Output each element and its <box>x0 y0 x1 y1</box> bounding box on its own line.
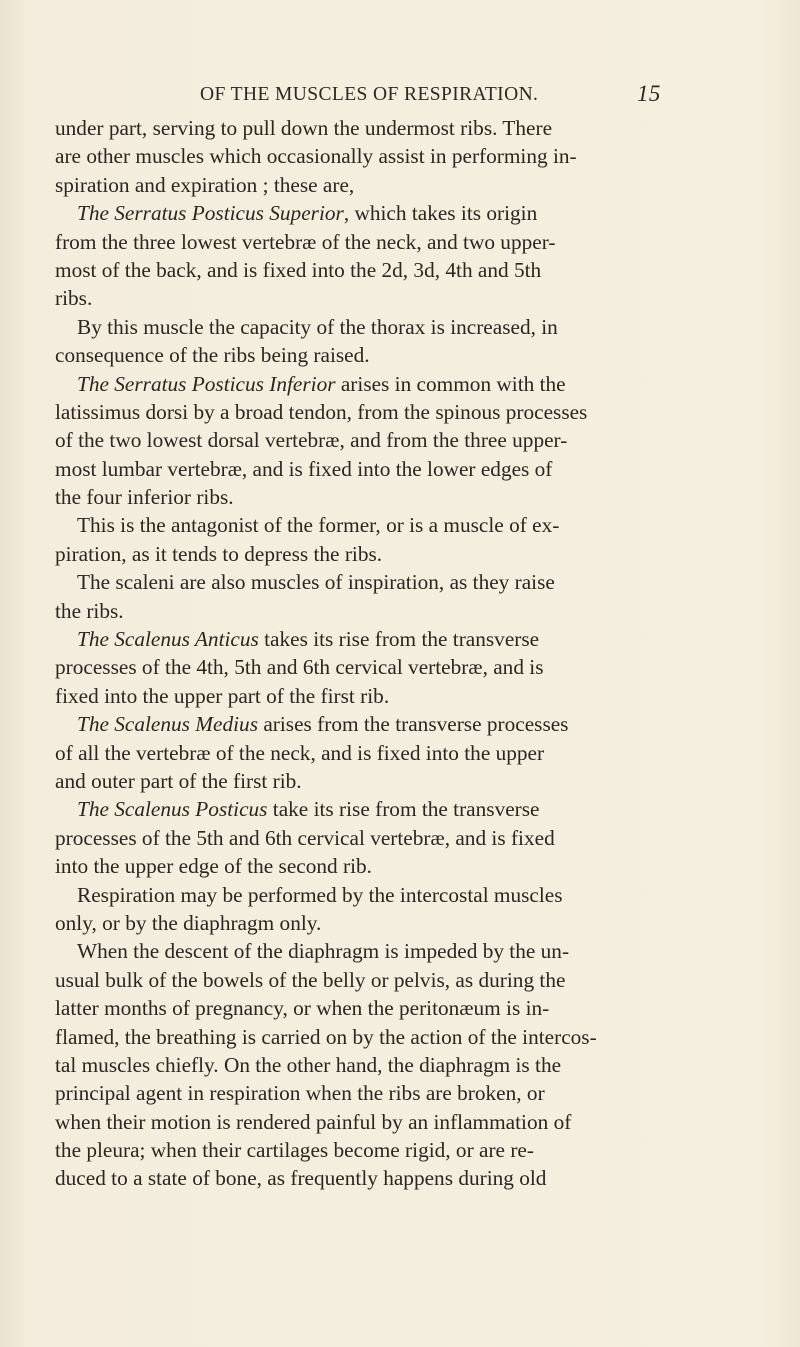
text-line: latissimus dorsi by a broad tendon, from the spinous processes <box>55 399 588 424</box>
text-line: flamed, the breathing is carried on by the action of the intercos- <box>55 1024 597 1049</box>
text-line: only, or by the diaphragm only. <box>55 910 322 935</box>
muscle-name: The Scalenus Anticus <box>77 627 259 652</box>
text-line: tal muscles chiefly. On the other hand, the diaphragm is the <box>55 1052 562 1077</box>
text-line: and outer part of the first rib. <box>55 768 302 793</box>
body-text <box>55 114 762 1193</box>
text-line: This is the antagonist of the former, or is a muscle of ex- <box>77 513 560 538</box>
text-line: duced to a state of bone, as frequently happens during old <box>55 1166 547 1191</box>
text-line: Respiration may be performed by the intercostal muscles <box>77 882 563 907</box>
text-line: under part, serving to pull down the undermost ribs. There <box>55 116 553 140</box>
text-line: usual bulk of the bowels of the belly or pelvis, as during the <box>55 967 566 992</box>
text-line: are other muscles which occasionally assist in performing in- <box>55 144 577 169</box>
text-line: fixed into the upper part of the first rib. <box>55 683 390 708</box>
page-header <box>200 81 760 114</box>
muscle-name: The Serratus Posticus Superior <box>77 201 344 226</box>
text-line: processes of the 4th, 5th and 6th cervical vertebræ, and is <box>55 655 544 680</box>
page-number: 15 <box>637 81 661 106</box>
text-line: principal agent in respiration when the ribs are broken, or <box>55 1081 545 1106</box>
text-line: The Scalenus Anticus takes its rise from the transverse <box>77 627 540 652</box>
text-line: spiration and expiration ; these are, <box>55 172 355 197</box>
text-line: The scaleni are also muscles of inspiration, as they raise <box>77 570 555 595</box>
muscle-name: The Scalenus Medius <box>77 712 258 737</box>
text-line: The Serratus Posticus Superior, which takes its origin <box>77 201 538 226</box>
text-line: when their motion is rendered painful by an inflammation of <box>55 1109 572 1134</box>
muscle-name: The Serratus Posticus Inferior <box>77 371 336 396</box>
text-line: the pleura; when their cartilages become rigid, or are re- <box>55 1138 534 1163</box>
text-line: The Serratus Posticus Inferior arises in common with the <box>77 371 566 396</box>
text-line: ribs. <box>55 286 93 311</box>
text-line: processes of the 5th and 6th cervical vertebræ, and is fixed <box>55 825 555 850</box>
text-line: the four inferior ribs. <box>55 485 234 510</box>
muscle-name: The Scalenus Posticus <box>77 797 268 822</box>
text-line: latter months of pregnancy, or when the peritonæum is in- <box>55 996 550 1021</box>
text-line: The Scalenus Medius arises from the transverse processes <box>77 712 569 737</box>
text-line: most of the back, and is fixed into the 2d, 3d, 4th and 5th <box>55 257 542 282</box>
text-line: of all the vertebræ of the neck, and is fixed into the upper <box>55 740 545 765</box>
text-line: most lumbar vertebræ, and is fixed into the lower edges of <box>55 456 553 481</box>
text-line: The Scalenus Posticus take its rise from the transverse <box>77 797 540 822</box>
text-line: of the two lowest dorsal vertebræ, and from the three upper- <box>55 428 568 453</box>
text-line: consequence of the ribs being raised. <box>55 343 370 368</box>
running-head: OF THE MUSCLES OF RESPIRATION. <box>200 84 539 105</box>
text-line: into the upper edge of the second rib. <box>55 854 372 879</box>
text-line: By this muscle the capacity of the thorax is increased, in <box>77 314 558 339</box>
text-line: piration, as it tends to depress the ribs. <box>55 541 383 566</box>
text-line: the ribs. <box>55 598 124 623</box>
text-line: from the three lowest vertebræ of the neck, and two upper- <box>55 229 556 254</box>
text-line: When the descent of the diaphragm is impeded by the un- <box>77 939 570 964</box>
